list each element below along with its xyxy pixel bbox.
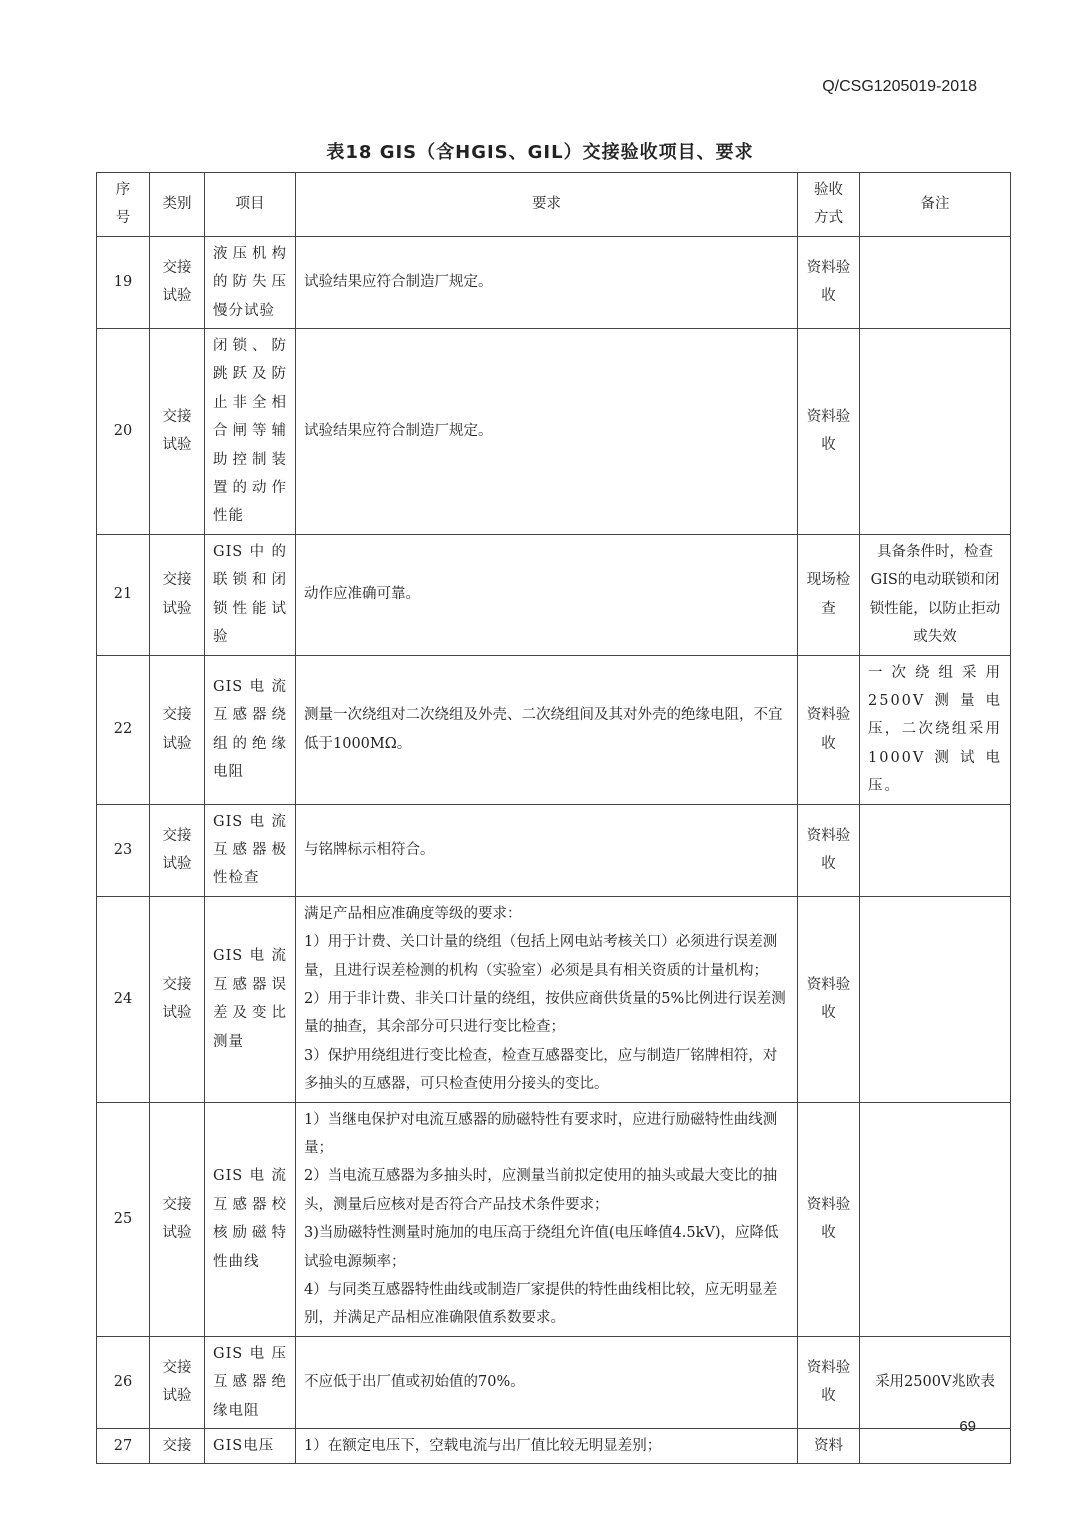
header-no: 序号	[97, 173, 150, 237]
row-method: 资料验收	[798, 804, 860, 896]
page-number: 69	[959, 1418, 976, 1435]
document-code: Q/CSG1205019-2018	[822, 78, 977, 95]
row-note	[860, 1429, 1011, 1464]
row-item: GIS电流互感器绕组的绝缘电阻	[205, 655, 296, 804]
row-method: 资料验收	[798, 896, 860, 1102]
row-number: 19	[97, 236, 150, 328]
requirement-line: 不应低于出厂值或初始值的70%。	[304, 1374, 525, 1391]
requirement-line: 动作应准确可靠。	[304, 586, 420, 603]
table-row	[97, 1429, 1011, 1464]
row-requirement	[296, 1102, 798, 1336]
requirement-line: 4）与同类互感器特性曲线或制造厂家提供的特性曲线相比较，应无明显差别，并满足产品相应准确限值系数要求。	[304, 1282, 778, 1327]
row-category: 交接试验	[150, 1102, 205, 1336]
row-item: 闭锁、防跳跃及防止非全相合闸等辅助控制装置的动作性能	[205, 329, 296, 535]
row-item: GIS电压互感器绝缘电阻	[205, 1336, 296, 1428]
row-requirement	[296, 534, 798, 655]
row-category: 交接试验	[150, 896, 205, 1102]
row-method: 现场检查	[798, 534, 860, 655]
row-category: 交接	[150, 1429, 205, 1464]
table-row	[97, 534, 1011, 655]
requirement-line: 测量一次绕组对二次绕组及外壳、二次绕组间及其对外壳的绝缘电阻，不宜低于1000MΩ。	[304, 707, 783, 752]
row-item: GIS电压	[205, 1429, 296, 1464]
row-requirement	[296, 236, 798, 328]
row-category: 交接试验	[150, 655, 205, 804]
row-requirement	[296, 329, 798, 535]
row-category: 交接试验	[150, 329, 205, 535]
row-number: 26	[97, 1336, 150, 1428]
row-requirement	[296, 896, 798, 1102]
row-category: 交接试验	[150, 804, 205, 896]
row-item: GIS中的联锁和闭锁性能试验	[205, 534, 296, 655]
requirement-line: 满足产品相应准确度等级的要求：	[304, 905, 522, 922]
table-row	[97, 1336, 1011, 1428]
row-number: 25	[97, 1102, 150, 1336]
row-requirement	[296, 655, 798, 804]
row-note	[860, 329, 1011, 535]
requirement-line: 1）当继电保护对电流互感器的励磁特性有要求时，应进行励磁特性曲线测量；	[304, 1111, 778, 1156]
row-note	[860, 896, 1011, 1102]
requirement-line: 试验结果应符合制造厂规定。	[304, 423, 493, 440]
row-category: 交接试验	[150, 236, 205, 328]
row-item: 液压机构的防失压慢分试验	[205, 236, 296, 328]
table-row	[97, 804, 1011, 896]
table-row	[97, 896, 1011, 1102]
row-method: 资料验收	[798, 329, 860, 535]
requirement-line: 1）在额定电压下，空载电流与出厂值比较无明显差别；	[304, 1438, 662, 1455]
row-note: 一次绕组采用2500V测量电压，二次绕组采用1000V测试电压。	[860, 655, 1011, 804]
row-number: 27	[97, 1429, 150, 1464]
row-number: 23	[97, 804, 150, 896]
table-body	[97, 236, 1011, 1464]
row-item: GIS电流互感器校核励磁特性曲线	[205, 1102, 296, 1336]
requirement-line: 与铭牌标示相符合。	[304, 841, 435, 858]
table-row	[97, 329, 1011, 535]
header-item: 项目	[205, 173, 296, 237]
row-item: GIS电流互感器误差及变比测量	[205, 896, 296, 1102]
row-requirement	[296, 1429, 798, 1464]
requirement-line: 2）当电流互感器为多抽头时，应测量当前拟定使用的抽头或最大变比的抽头，测量后应核对是否符合产品技术条件要求；	[304, 1168, 778, 1213]
row-number: 22	[97, 655, 150, 804]
row-note	[860, 804, 1011, 896]
requirement-line: 3)当励磁特性测量时施加的电压高于绕组允许值(电压峰值4.5kV)，应降低试验电源频率；	[304, 1225, 779, 1270]
row-method: 资料验收	[798, 1102, 860, 1336]
row-number: 24	[97, 896, 150, 1102]
header-category: 类别	[150, 173, 205, 237]
row-method: 资料验收	[798, 655, 860, 804]
row-note	[860, 1102, 1011, 1336]
table-row	[97, 655, 1011, 804]
row-category: 交接试验	[150, 534, 205, 655]
row-method: 资料验收	[798, 1336, 860, 1428]
table-row	[97, 236, 1011, 328]
row-number: 20	[97, 329, 150, 535]
row-item: GIS电流互感器极性检查	[205, 804, 296, 896]
table-header-row	[97, 173, 1011, 237]
row-method: 资料	[798, 1429, 860, 1464]
requirement-line: 3）保护用绕组进行变比检查，检查互感器变比，应与制造厂铭牌相符，对多抽头的互感器，可只检查使用分接头的变比。	[304, 1047, 778, 1093]
row-method: 资料验收	[798, 236, 860, 328]
requirement-line: 1）用于计费、关口计量的绕组（包括上网电站考核关口）必须进行误差测量，且进行误差检测的机构（实验室）必须是具有相关资质的计量机构；	[304, 934, 778, 979]
header-requirement: 要求	[296, 173, 798, 237]
requirement-line: 2）用于非计费、非关口计量的绕组，按供应商供货量的5%比例进行误差测量的抽查，其余部分可只进行变比检查；	[304, 990, 786, 1036]
row-note	[860, 236, 1011, 328]
table-row	[97, 1102, 1011, 1336]
row-number: 21	[97, 534, 150, 655]
header-method: 验收方式	[798, 173, 860, 237]
acceptance-table	[96, 172, 1011, 1464]
requirement-line: 试验结果应符合制造厂规定。	[304, 274, 493, 291]
row-note: 采用2500V兆欧表	[860, 1336, 1011, 1428]
row-requirement	[296, 804, 798, 896]
header-note: 备注	[860, 173, 1011, 237]
table-title: 表18 GIS（含HGIS、GIL）交接验收项目、要求	[326, 142, 754, 163]
row-requirement	[296, 1336, 798, 1428]
row-category: 交接试验	[150, 1336, 205, 1428]
row-note: 具备条件时，检查GIS的电动联锁和闭锁性能，以防止拒动或失效	[860, 534, 1011, 655]
